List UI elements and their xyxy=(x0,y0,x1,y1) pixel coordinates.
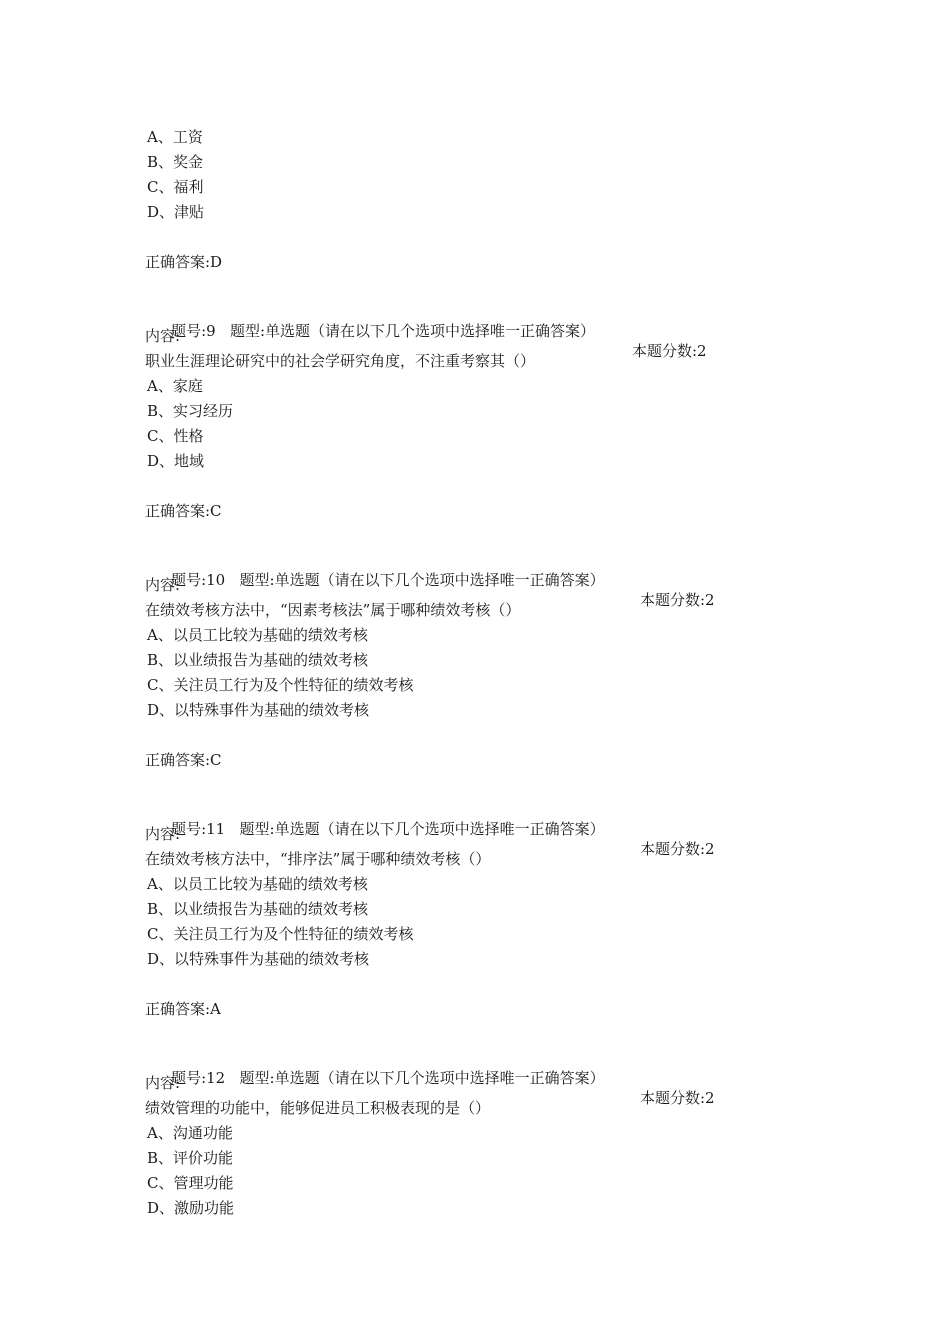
question-stem: 在绩效考核方法中，“排序法”属于哪种绩效考核（） xyxy=(145,850,491,868)
option-c: C、关注员工行为及个性特征的绩效考核 xyxy=(147,676,414,694)
option-b: B、以业绩报告为基础的绩效考核 xyxy=(147,900,369,918)
content-label: 内容: xyxy=(145,576,181,594)
correct-answer: 正确答案:C xyxy=(145,502,222,520)
content-label: 内容: xyxy=(145,1074,181,1092)
question-score: 本题分数:2 xyxy=(640,840,715,858)
option-b: B、实习经历 xyxy=(147,402,234,420)
content-label: 内容: xyxy=(145,825,181,843)
option-d: D、地域 xyxy=(147,452,205,470)
question-score: 本题分数:2 xyxy=(632,342,707,360)
option-c: C、关注员工行为及个性特征的绩效考核 xyxy=(147,925,414,943)
question-meta: 题号:9 题型:单选题（请在以下几个选项中选择唯一正确答案） xyxy=(171,322,596,340)
question-meta: 题号:11 题型:单选题（请在以下几个选项中选择唯一正确答案） xyxy=(171,820,605,838)
correct-answer: 正确答案:C xyxy=(145,751,222,769)
option-b: B、评价功能 xyxy=(147,1149,234,1167)
option-a: A、工资 xyxy=(147,128,203,146)
correct-answer: 正确答案:D xyxy=(145,253,223,271)
option-a: A、沟通功能 xyxy=(147,1124,233,1142)
question-stem: 在绩效考核方法中，“因素考核法”属于哪种绩效考核（） xyxy=(145,601,521,619)
option-c: C、管理功能 xyxy=(147,1174,234,1192)
option-c: C、福利 xyxy=(147,178,204,196)
question-meta: 题号:12 题型:单选题（请在以下几个选项中选择唯一正确答案） xyxy=(171,1069,605,1087)
question-stem: 职业生涯理论研究中的社会学研究角度，不注重考察其（） xyxy=(145,352,536,370)
option-d: D、激励功能 xyxy=(147,1199,235,1217)
content-label: 内容: xyxy=(145,327,181,345)
correct-answer: 正确答案:A xyxy=(145,1000,221,1018)
option-a: A、家庭 xyxy=(147,377,203,395)
option-c: C、性格 xyxy=(147,427,204,445)
option-d: D、津贴 xyxy=(147,203,205,221)
option-a: A、以员工比较为基础的绩效考核 xyxy=(147,875,368,893)
question-score: 本题分数:2 xyxy=(640,1089,715,1107)
option-d: D、以特殊事件为基础的绩效考核 xyxy=(147,701,370,719)
option-b: B、奖金 xyxy=(147,153,204,171)
question-score: 本题分数:2 xyxy=(640,591,715,609)
option-b: B、以业绩报告为基础的绩效考核 xyxy=(147,651,369,669)
option-a: A、以员工比较为基础的绩效考核 xyxy=(147,626,368,644)
question-stem: 绩效管理的功能中，能够促进员工积极表现的是（） xyxy=(145,1099,491,1117)
question-meta: 题号:10 题型:单选题（请在以下几个选项中选择唯一正确答案） xyxy=(171,571,605,589)
option-d: D、以特殊事件为基础的绩效考核 xyxy=(147,950,370,968)
